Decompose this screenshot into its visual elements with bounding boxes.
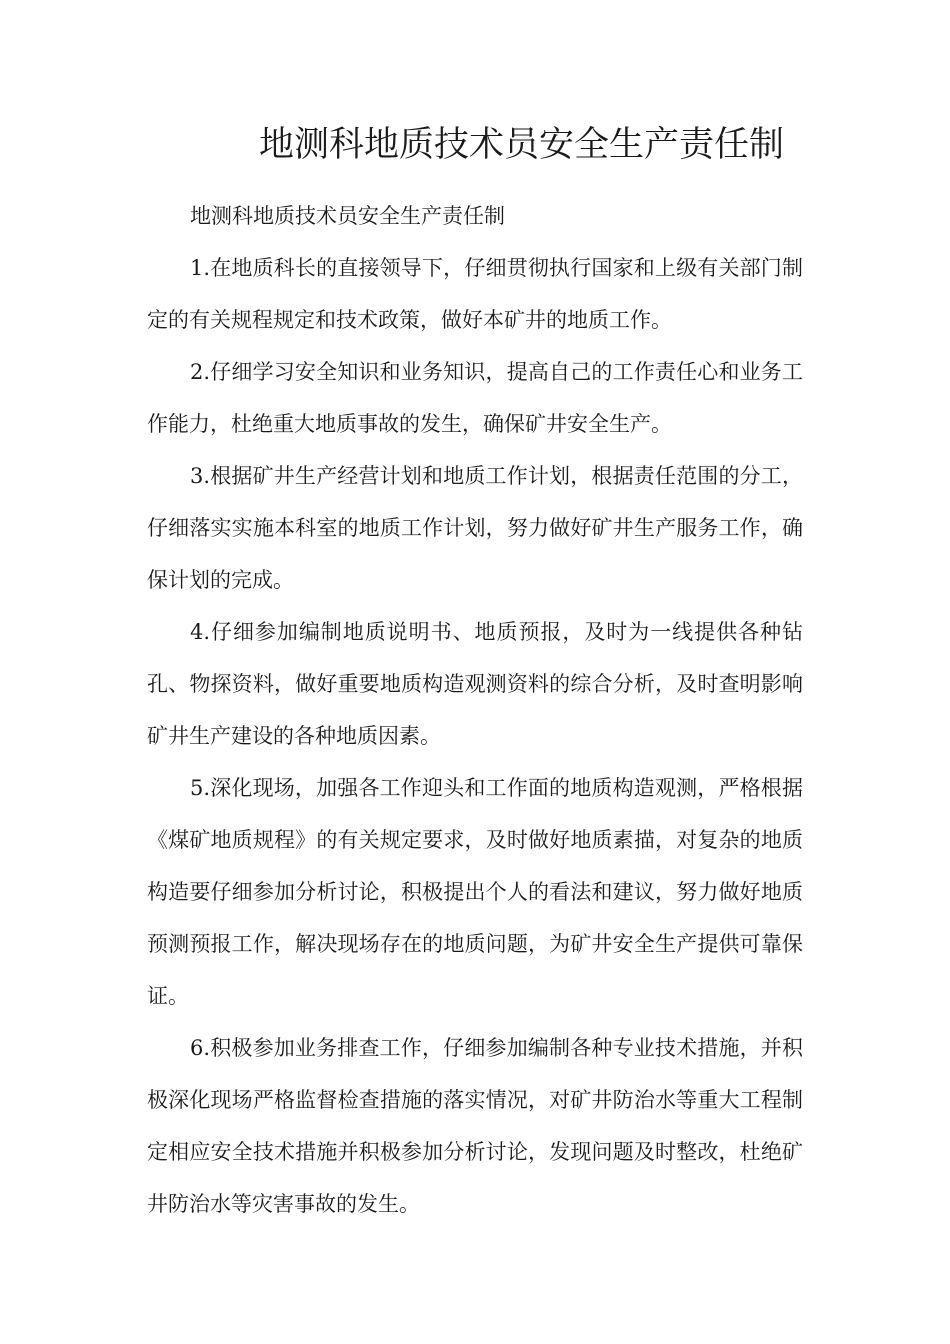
paragraph-2: 2.仔细学习安全知识和业务知识，提高自己的工作责任心和业务工作能力，杜绝重大地质事故的发生，确保矿井安全生产。 bbox=[147, 360, 803, 436]
document-body bbox=[147, 190, 803, 1230]
document-subtitle: 地测科地质技术员安全生产责任制 bbox=[190, 204, 505, 228]
paragraph-3: 3.根据矿井生产经营计划和地质工作计划，根据责任范围的分工，仔细落实实施本科室的地质工作计划，努力做好矿井生产服务工作，确保计划的完成。 bbox=[147, 464, 803, 592]
paragraph-4: 4.仔细参加编制地质说明书、地质预报，及时为一线提供各种钻孔、物探资料，做好重要地质构造观测资料的综合分析，及时查明影响矿井生产建设的各种地质因素。 bbox=[147, 620, 803, 748]
document-title: 地测科地质技术员安全生产责任制 bbox=[259, 125, 785, 165]
paragraph-5: 5.深化现场，加强各工作迎头和工作面的地质构造观测，严格根据《煤矿地质规程》的有关规定要求，及时做好地质素描，对复杂的地质构造要仔细参加分析讨论，积极提出个人的看法和建议，努力做好地质预测预报工作，解决现场存在的地质问题，为矿井安全生产提供可靠保证。 bbox=[147, 776, 803, 1008]
paragraph-1: 1.在地质科长的直接领导下，仔细贯彻执行国家和上级有关部门制定的有关规程规定和技术政策，做好本矿井的地质工作。 bbox=[147, 256, 803, 332]
paragraph-6: 6.积极参加业务排查工作，仔细参加编制各种专业技术措施，并积极深化现场严格监督检查措施的落实情况，对矿井防治水等重大工程制定相应安全技术措施并积极参加分析讨论，发现问题及时整改，杜绝矿井防治水等灾害事故的发生。 bbox=[147, 1036, 803, 1216]
